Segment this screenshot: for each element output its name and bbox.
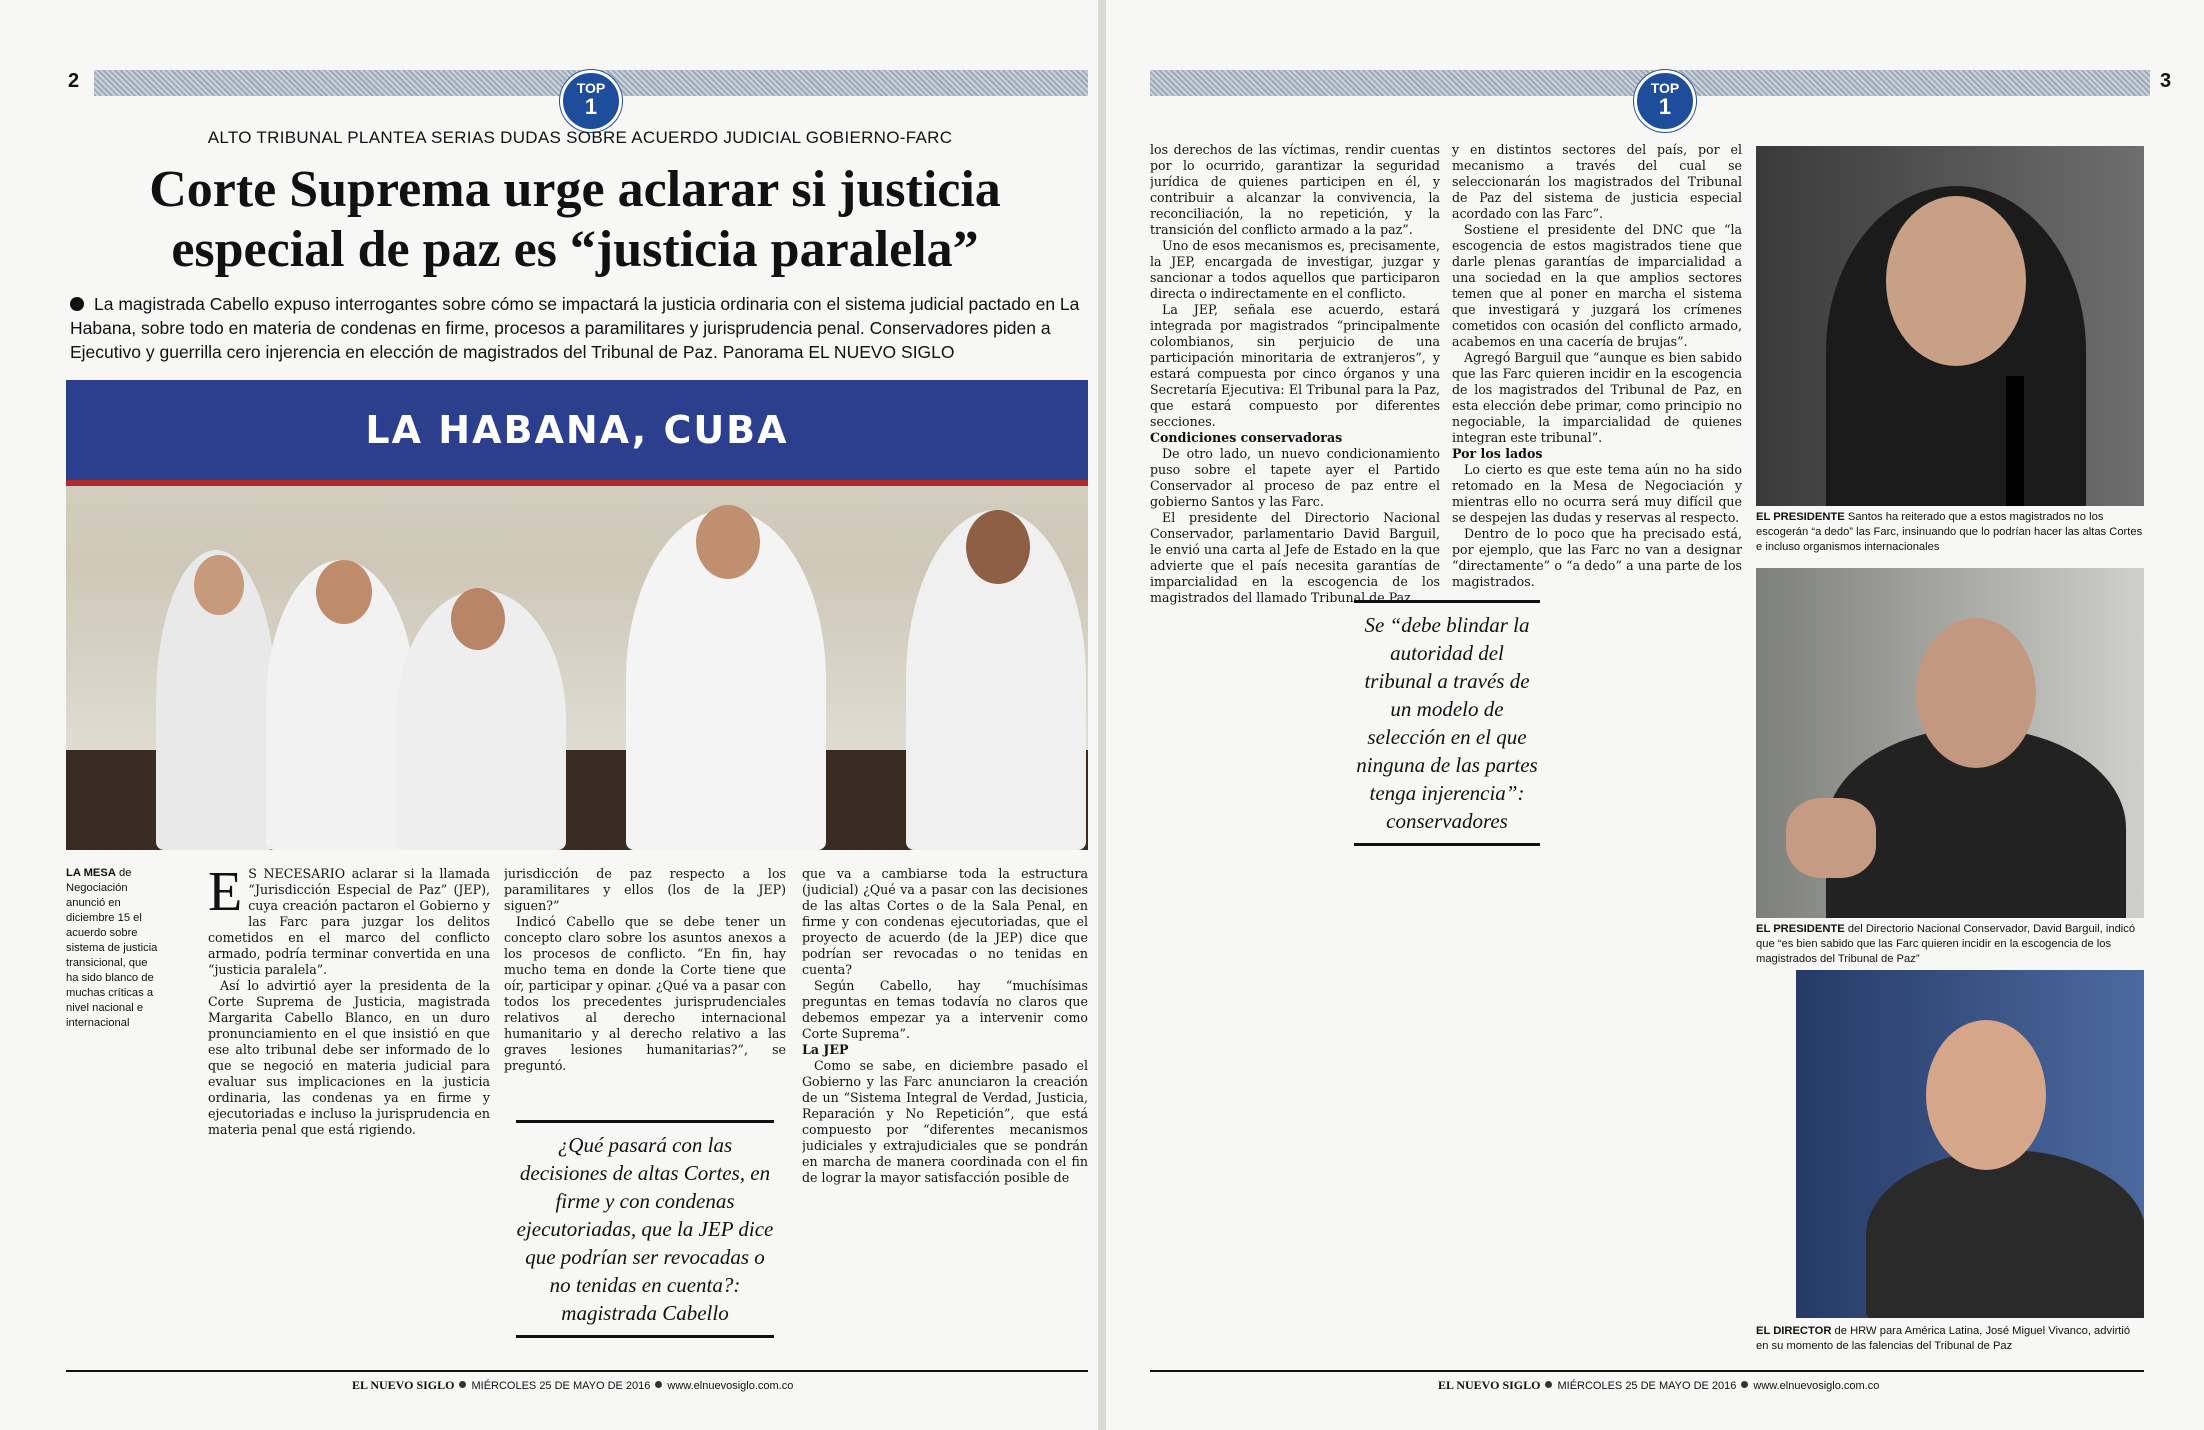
subhead: Por los lados (1452, 446, 1543, 461)
headline: Corte Suprema urge aclarar si justicia especial de paz es “justicia paralela” (149, 161, 1001, 278)
top-badge: TOP 1 (1634, 70, 1696, 132)
kicker: ALTO TRIBUNAL PLANTEA SERIAS DUDAS SOBRE ACUERDO JUDICIAL GOBIERNO-FARC (207, 128, 953, 147)
drop-cap: E (208, 866, 243, 923)
photo-vivanco (1796, 970, 2144, 1318)
page-number: 3 (2160, 70, 2172, 92)
column-1: los derechos de las víctimas, rendir cuentas por lo ocurrido, garantizar la seguridad jurídica de quienes participen en él, y contribuir a alcanzar la convivencia, la reconciliación, la no repetición, y la transición del conflicto armado a la paz”. Uno de esos mecanismos es, precisamente, la JEP, encargada de investigar, juzgar y sancionar a todos aquellos que participaron directa o indirectamente en el conflicto. La JEP, señala ese acuerdo, estará integrada por magistrados “principalmente colombianos, sin perjuicio de una participación minoritaria de extranjeros”, y estará compuesta por cinco órganos y una Secretaría Ejecutiva: El Tribunal para la Paz, que estará compuesto por diferentes secciones. Condiciones conservadoras De otro lado, un nuevo condicionamiento puso sobre el tapete ayer el Partido Conservador al proceso de paz entre el gobierno Santos y las Farc. El presidente del Directorio Nacional Conservador, parlamentario David Barguil, le envió una carta al Jefe de Estado en la que advierte que el país necesita garantías de imparcialidad en la escogencia de los magistrados del llamado Tribunal de Paz. (1150, 142, 1440, 605)
pull-quote: ¿Qué pasará con las decisiones de altas Cortes, en firme y con condenas ejecutoriadas, que la JEP dice que podrían ser revocadas o no tenidas en cuenta?: magistrada Cabello (516, 1120, 774, 1338)
right-page (1106, 0, 2204, 1430)
subhead: La JEP (802, 1042, 849, 1057)
page-number: 2 (68, 70, 80, 92)
column-2: y en distintos sectores del país, por el mecanismo a través del cual se seleccionarán los magistrados del Tribunal de Paz del sistema de justicia especial acordado con las Farc”. Sostiene el presidente del DNC que “la escogencia de estos magistrados tiene que darle plenas garantías de imparcialidad a una sociedad en la que amplios sectores temen que al poner en marcha el sistema que investigará y juzgará los crímenes cometidos con ocasión del conflicto armado, acabemos en una cacería de brujas”. Agregó Barguil que “aunque es bien sabido que las Farc quieren incidir en la escogencia de los magistrados del Tribunal de Paz, en esta elección debe primar, como principio no negociable, la imparcialidad de quienes integran este tribunal”. Por los lados Lo cierto es que este tema aún no ha sido retomado en la Mesa de Negociación y mientras ello no ocurra será muy difícil que se despejen las dudas y reservas al respecto. Dentro de lo poco que ha precisado está, por ejemplo, que las Farc no van a designar “directamente” o “a dedo” a una parte de los magistrados. (1452, 142, 1742, 589)
top-badge: TOP 1 (560, 70, 622, 132)
subhead: Condiciones conservadoras (1150, 430, 1343, 445)
photo-barguil (1756, 568, 2144, 918)
bullet-icon (70, 297, 84, 311)
footer: EL NUEVO SIGLO MIÉRCOLES 25 DE MAYO DE 2016 www.elnuevosiglo.com.co (1438, 1378, 1880, 1392)
column-3: que va a cambiarse toda la estructura (judicial) ¿Qué va a pasar con las decisiones de las altas Cortes o de la Sala Penal, en firme y con condenas ejecutoriadas, que el proyecto de acuerdo (de la JEP) dice que podrían ser revocadas o no tenidas en cuenta? Según Cabello, hay “muchísimas preguntas en temas todavía no claros que debemos empezar ya a intervenir como Corte Suprema”. La JEP Como se sabe, en diciembre pasado el Gobierno y las Farc anunciaron la creación de un “Sistema Integral de Verdad, Justicia, Reparación y No Repetición”, que está compuesto por “diferentes mecanismos judiciales y extrajudiciales que se pondrán en marcha de manera coordinada con el fin de lograr la mayor satisfacción posible de (802, 866, 1088, 1185)
photo-caption: LA MESA de Negociación anunció en diciembre 15 el acuerdo sobre sistema de justicia transicional, que ha sido blanco de muchas críticas a nivel nacional e internacional (66, 867, 158, 1029)
footer: EL NUEVO SIGLO MIÉRCOLES 25 DE MAYO DE 2016 www.elnuevosiglo.com.co (352, 1378, 794, 1392)
main-photo (66, 380, 1088, 850)
left-page (0, 0, 1098, 1430)
caption-vivanco: EL DIRECTOR de HRW para América Latina, José Miguel Vivanco, advirtió en su momento de las falencias del Tribunal de Paz (1756, 1325, 2131, 1352)
deck: La magistrada Cabello expuso interrogantes sobre cómo se impactará la justicia ordinaria con el sistema judicial pactado en La Habana, sobre todo en materia de condenas en firme, procesos a paramilitares y jurisprudencia penal. Conservadores piden a Ejecutivo y guerrilla cero injerencia en elección de magistrados del Tribunal de Paz. Panorama EL NUEVO SIGLO (70, 294, 1080, 362)
photo-santos (1756, 146, 2144, 506)
page-gutter (1098, 0, 1106, 1430)
photo-banner: LA HABANA, CUBA (66, 380, 1088, 480)
caption-santos: EL PRESIDENTE Santos ha reiterado que a estos magistrados no los escogerán “a dedo” las Farc, insinuando que lo podrían hacer las altas Cortes e incluso organismos internacionales (1756, 511, 2143, 553)
column-1: E S NECESARIO aclarar si la llamada “Jurisdicción Especial de Paz” (JEP), cuya creación pactaron el Gobierno y las Farc para juzgar los delitos cometidos en el marco del conflicto armado, podría terminar convertida en una “justicia paralela”. Así lo advirtió ayer la presidenta de la Corte Suprema de Justicia, magistrada Margarita Cabello Blanco, en un duro pronunciamiento en el que insistió en que ese alto tribunal debe ser informado de lo que se negoció en materia judicial para evaluar sus implicaciones en la justicia ordinaria, las condenas ya en firme y ejecutoriadas e incluso la jurisprudencia en materia penal que está rigiendo. (208, 866, 490, 1137)
caption-barguil: EL PRESIDENTE del Directorio Nacional Conservador, David Barguil, indicó que “es bien sabido que las Farc quieren incidir en la escogencia de los magistrados del Tribunal de Paz” (1756, 923, 2136, 965)
column-2: jurisdicción de paz respecto a los paramilitares y ellos (los de la JEP) siguen?” Indicó Cabello que se debe tener un concepto claro sobre los asuntos anexos a los procesos de conflicto. “En fin, hay mucho tema en donde la Corte tiene que oír, participar y opinar. ¿Qué va a pasar con todos los precedentes jurisprudenciales relativos al derecho internacional humanitario y al derecho relativo a las graves lesiones humanitarias?”, se preguntó. (504, 866, 786, 1073)
pull-quote: Se “debe blindar la autoridad del tribunal a través de un modelo de selección en el que ninguna de las partes tenga injerencia”: conservadores (1354, 600, 1540, 846)
